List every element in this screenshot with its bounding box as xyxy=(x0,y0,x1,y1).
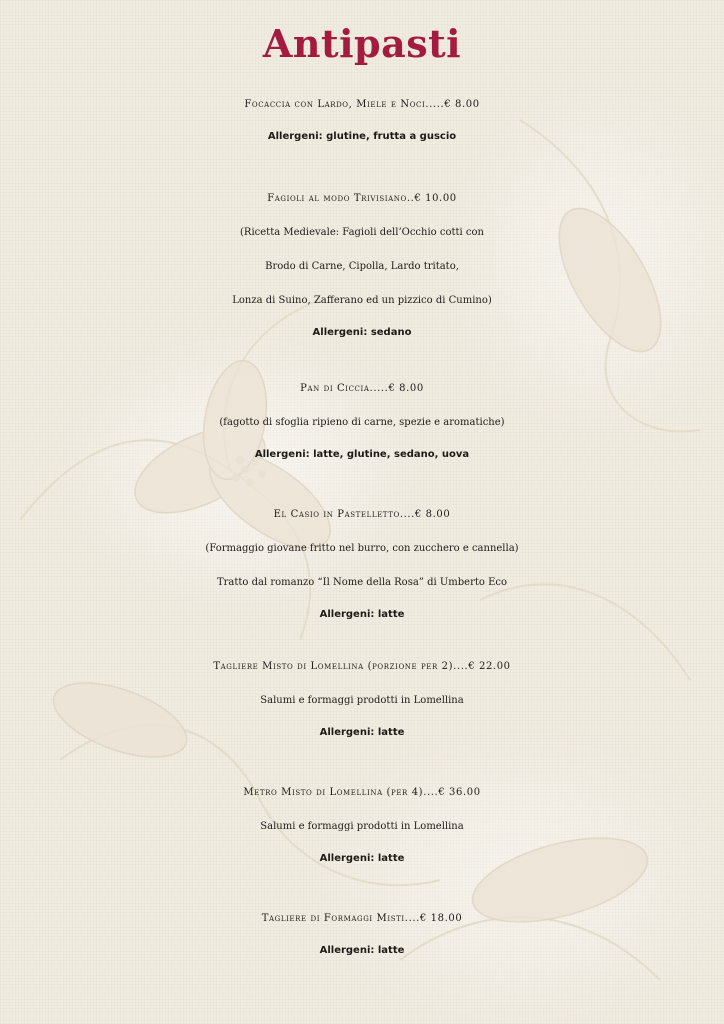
menu-item xyxy=(0,650,724,748)
dish-name: Focaccia con Lardo, Miele e Noci xyxy=(244,99,426,110)
dish-allergens: Allergeni: latte, glutine, sedano, uova xyxy=(254,449,470,460)
page-title: Antipasti xyxy=(262,21,462,66)
dish-allergens: Allergeni: latte xyxy=(319,945,405,956)
dish-description-line: Salumi e formaggi prodotti in Lomellina xyxy=(260,821,464,832)
dish-name: Tagliere Misto di Lomellina (porzione per 2) xyxy=(213,661,454,672)
dish-price: .....€ 8.00 xyxy=(369,383,424,394)
dish-name-line xyxy=(0,498,724,532)
dish-name: Tagliere di Formaggi Misti xyxy=(261,913,405,924)
dish-name-line xyxy=(0,902,724,936)
menu-item xyxy=(0,372,724,470)
dish-name-line xyxy=(0,650,724,684)
menu-item xyxy=(0,88,724,152)
dish-allergens: Allergeni: latte xyxy=(319,853,405,864)
dish-description-line: (Ricetta Medievale: Fagioli dell’Occhio cotti con xyxy=(240,227,484,238)
dish-name: Fagioli al modo Trivisiano xyxy=(267,193,407,204)
dish-name: Metro Misto di Lomellina (per 4) xyxy=(243,787,424,798)
dish-name-line xyxy=(0,372,724,406)
menu-item xyxy=(0,498,724,630)
dish-description-line: Salumi e formaggi prodotti in Lomellina xyxy=(260,695,464,706)
dish-price: ....€ 18.00 xyxy=(404,913,463,924)
dish-name: Pan di Ciccia xyxy=(300,383,370,394)
menu-item xyxy=(0,182,724,348)
dish-description-line: (Formaggio giovane fritto nel burro, con zucchero e cannella) xyxy=(205,543,519,554)
dish-allergens: Allergeni: latte xyxy=(319,727,405,738)
dish-price: ....€ 8.00 xyxy=(399,509,451,520)
dish-price: ....€ 22.00 xyxy=(453,661,511,672)
dish-allergens: Allergeni: sedano xyxy=(312,327,412,338)
dish-description-line: (fagotto di sfoglia ripieno di carne, spezie e aromatiche) xyxy=(219,417,505,428)
dish-allergens: Allergeni: latte xyxy=(319,609,405,620)
dish-name-line xyxy=(0,182,724,216)
dish-price: ..€ 10.00 xyxy=(406,193,457,204)
dish-description-line: Lonza di Suino, Zafferano ed un pizzico di Cumino) xyxy=(232,295,492,306)
dish-name: El Casio in Pastelletto xyxy=(273,509,400,520)
dish-name-line xyxy=(0,88,724,122)
dish-price: .....€ 8.00 xyxy=(425,99,480,110)
menu-item xyxy=(0,776,724,874)
dish-price: ....€ 36.00 xyxy=(423,787,481,798)
menu-item xyxy=(0,902,724,966)
dish-name-line xyxy=(0,776,724,810)
dish-description-line: Tratto dal romanzo “Il Nome della Rosa” di Umberto Eco xyxy=(216,577,508,588)
dish-description-line: Brodo di Carne, Cipolla, Lardo tritato, xyxy=(265,261,459,272)
dish-allergens: Allergeni: glutine, frutta a guscio xyxy=(267,131,457,142)
